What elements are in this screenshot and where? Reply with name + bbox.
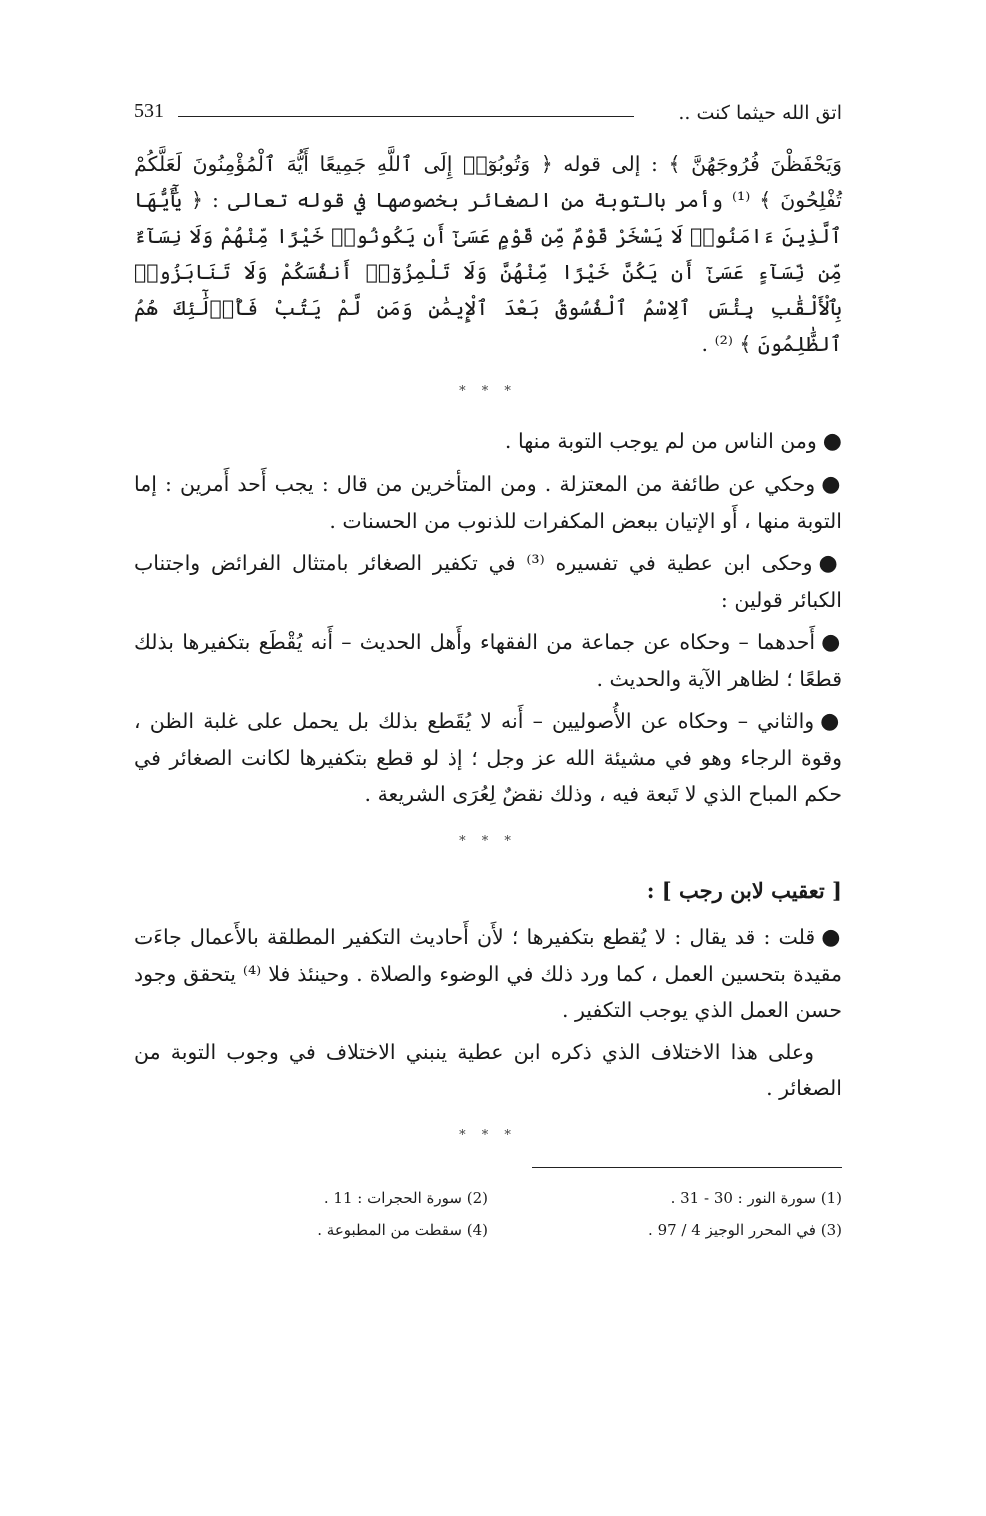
section-heading: [ تعقيب لابن رجب ] : — [646, 878, 842, 903]
bullet-dot-icon: ● — [822, 429, 842, 454]
bullet-paragraph: ●وحكى ابن عطية في تفسيره ⁽³⁾ في تكفير الصغائر بامتثال الفرائض واجتناب الكبائر قولين : — [134, 551, 842, 612]
bullet-paragraph: ●والثاني – وحكاه عن الأُصوليين – أَنه لا يُقَطع بذلك بل يحمل على غلبة الظن ، وقوة الرجاء وهو في مشيئة الله عز وجل ؛ إذ لو قطع بتكفيرها لكانت الصغائر في حكم المباح الذي لا تَبعة فيه ، وذلك نقضٌ لِعُرَى الشريعة . — [134, 709, 842, 806]
page-number: 531 — [134, 100, 164, 122]
footnote-rule — [532, 1167, 842, 1168]
section-separator: * * * — [459, 384, 517, 399]
header-rule — [178, 116, 634, 117]
footnote: (3) في المحرر الوجيز 4 / 97 . — [648, 1221, 842, 1239]
footnote: (4) سقطت من المطبوعة . — [317, 1221, 488, 1239]
footnote-row — [134, 1182, 842, 1214]
bullet-dot-icon: ● — [818, 551, 842, 576]
footnote: (2) سورة الحجرات : 11 . — [323, 1189, 488, 1207]
bullet-dot-icon: ● — [821, 925, 842, 950]
running-title: اتق الله حيثما كنت .. — [678, 102, 842, 124]
page-header — [134, 98, 842, 132]
footnote: (1) سورة النور : 30 - 31 . — [670, 1189, 842, 1207]
bullet-paragraph: ●ومن الناس من لم يوجب التوبة منها . — [504, 429, 842, 454]
closing-paragraph: وعلى هذا الاختلاف الذي ذكره ابن عطية ينبني الاختلاف في وجوب التوبة من الصغائر . — [134, 1040, 842, 1100]
bullet-dot-icon: ● — [821, 630, 842, 655]
bullet-dot-icon: ● — [820, 709, 842, 734]
book-page — [134, 98, 842, 1246]
quran-paragraph: وَيَحْفَظْنَ فُرُوجَهُنَّ ﴾ : إلى قوله ﴿ وَتُوبُوٓا۟ إِلَى ٱللَّهِ جَمِيعًا أَيُّهَ ٱلْمُؤْمِنُونَ لَعَلَّكُمْ تُفْلِحُونَ ﴾ ⁽¹⁾ وأمر بالتوبة من الصغائر بخصوصها في قوله تعالى : ﴿ يَٰٓأَيُّهَا ٱلَّذِينَ ءَامَنُوا۟ لَا يَسْخَرْ قَوْمٌ مِّن قَوْمٍ عَسَىٰٓ أَن يَكُونُوا۟ خَيْرًا مِّنْهُمْ وَلَا نِسَآءٌ مِّن نِّسَآءٍ عَسَىٰٓ أَن يَكُنَّ خَيْرًا مِّنْهُنَّ وَلَا تَلْمِزُوٓا۟ أَنفُسَكُمْ وَلَا تَنَابَزُوا۟ بِٱلْأَلْقَٰبِ بِئْسَ ٱلِاسْمُ ٱلْفُسُوقُ بَعْدَ ٱلْإِيمَٰنِ وَمَن لَّمْ يَتُبْ فَأُو۟لَٰٓئِكَ هُمُ ٱلظَّٰلِمُونَ ﴾ ⁽²⁾ . — [134, 152, 842, 356]
bullet-dot-icon: ● — [821, 472, 842, 497]
bullet-paragraph: ●قلت : قد يقال : لا يُقطع بتكفيرها ؛ لأَن أَحاديث التكفير المطلقة بالأَعمال جاءَت مقيدة بتحسين العمل ، كما ورد ذلك في الوضوء والصلاة . وحينئذ فلا ⁽⁴⁾ يتحقق وجود حسن العمل الذي يوجب التكفير . — [134, 925, 842, 1022]
bullet-paragraph: ●وحكي عن طائفة من المعتزلة . ومن المتأخرين من قال : يجب أَحد أَمرين : إما التوبة منها ، أَو الإتيان ببعض المكفرات للذنوب من الحسنات . — [134, 472, 842, 533]
bullet-paragraph: ●أَحدهما – وحكاه عن جماعة من الفقهاء وأَهل الحديث – أَنه يُقْطَع بتكفيرها بذلك قطعًا ؛ لظاهر الآية والحديث . — [134, 630, 842, 691]
section-separator: * * * — [459, 1128, 517, 1143]
section-separator: * * * — [459, 834, 517, 849]
footnote-row — [134, 1214, 842, 1246]
